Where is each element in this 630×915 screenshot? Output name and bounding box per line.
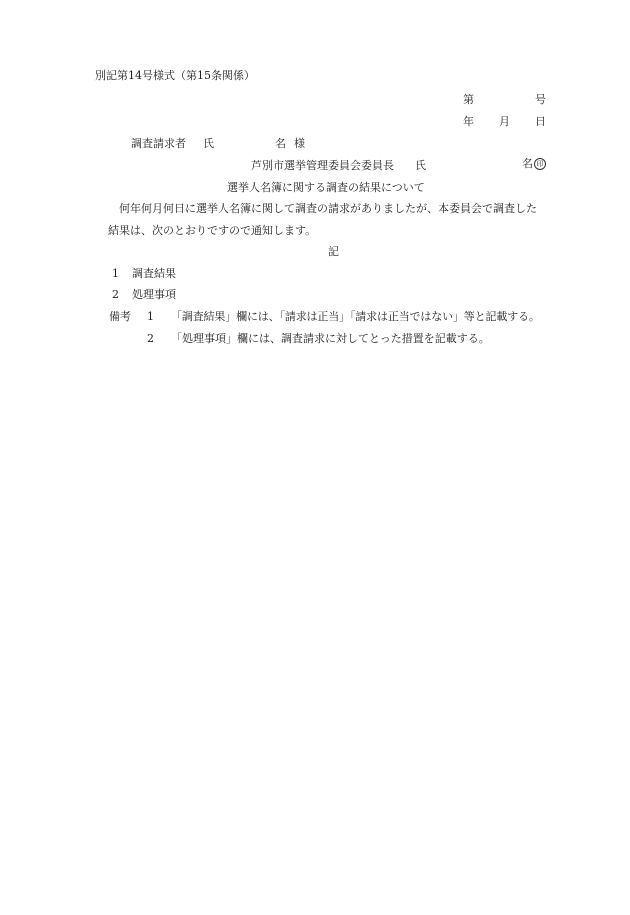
notes-label: 備考 bbox=[109, 310, 131, 323]
sender-title: 芦別市選挙管理委員会委員長 bbox=[251, 159, 394, 172]
sender-shi: 氏 bbox=[415, 159, 426, 172]
item-1-num: 1 bbox=[112, 267, 119, 280]
form-label: 別記第14号様式（第15条関係） bbox=[95, 69, 255, 82]
doc-number-suffix: 号 bbox=[535, 93, 546, 106]
addressee-mei: 名 bbox=[275, 137, 286, 150]
item-2-label: 処理事項 bbox=[132, 288, 176, 301]
ki-heading: 記 bbox=[328, 245, 339, 258]
item-1-label: 調査結果 bbox=[132, 267, 176, 280]
doc-number-prefix: 第 bbox=[463, 93, 474, 106]
seal-mark: 印 bbox=[534, 158, 546, 170]
date-day: 日 bbox=[535, 115, 546, 128]
addressee-honorific: 様 bbox=[294, 137, 305, 150]
date-month: 月 bbox=[499, 115, 510, 128]
body-line-2: 結果は、次のとおりですので通知します。 bbox=[108, 224, 317, 237]
item-2-num: 2 bbox=[112, 288, 119, 301]
subject-title: 選挙人名簿に関する調査の結果について bbox=[227, 181, 425, 194]
body-line-1: 何年何月何日に選挙人名簿に関して調査の請求がありましたが、本委員会で調査した bbox=[119, 202, 537, 215]
addressee-shi: 氏 bbox=[203, 137, 214, 150]
note-1-text: 「調査結果」欄には、「請求は正当」「請求は正当ではない」等と記載する。 bbox=[171, 310, 540, 323]
sender-name-seal bbox=[522, 158, 546, 170]
addressee-label: 調査請求者 bbox=[131, 137, 186, 150]
note-2-num: 2 bbox=[147, 332, 154, 345]
note-2-text: 「処理事項」欄には、調査請求に対してとった措置を記載する。 bbox=[171, 332, 490, 345]
date-year: 年 bbox=[463, 115, 474, 128]
sender-mei: 名 bbox=[522, 157, 533, 170]
note-1-num: 1 bbox=[147, 310, 154, 323]
